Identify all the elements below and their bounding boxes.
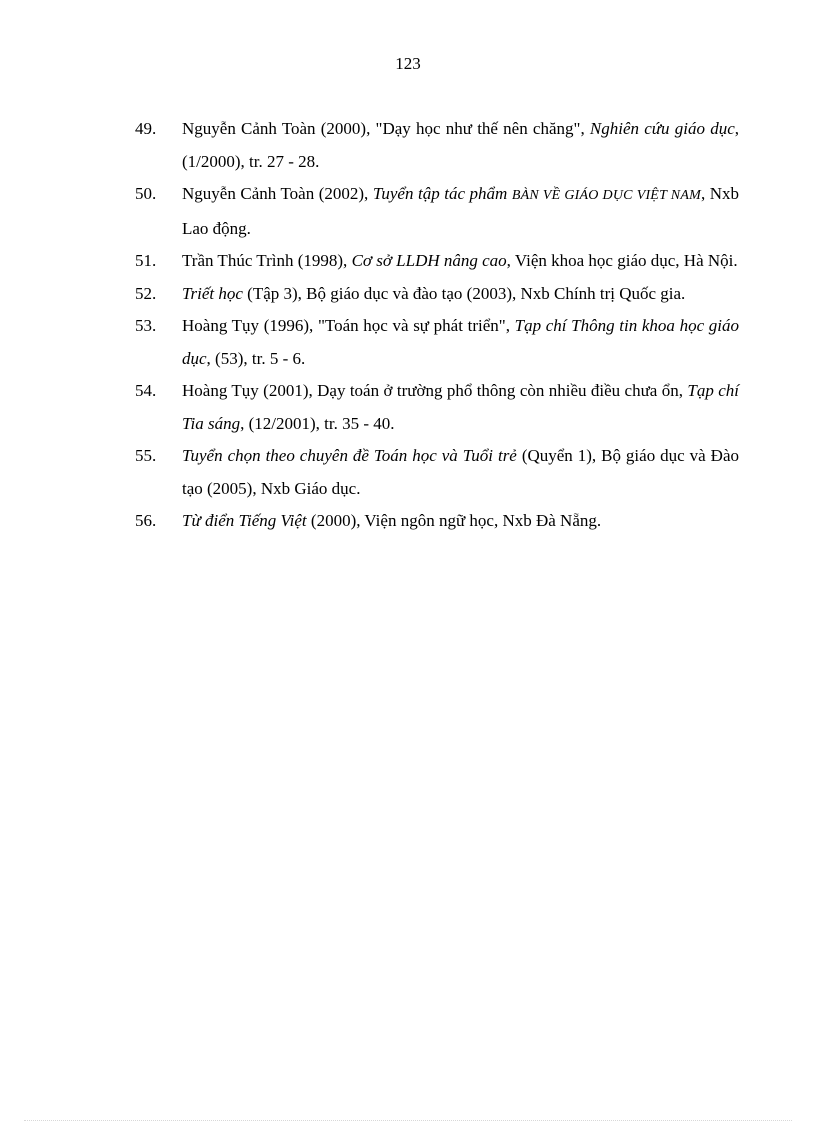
reference-number: 56. [135,511,157,530]
reference-item [135,178,739,245]
reference-journal: Tạp chí Tia sáng [182,381,739,433]
reference-number: 52. [135,283,157,303]
reference-publisher: , Viện khoa học giáo dục, Hà Nội. [506,251,738,270]
reference-title: Tuyển chọn theo chuyên đề Toán học và Tuổi trẻ [182,446,517,465]
reference-author: Hoàng Tụy (2001), Dạy toán ở trường phổ thông còn nhiều điều chưa ổn, [182,381,688,400]
reference-details: (2000), Viện ngôn ngữ học, Nxb Đà Nẵng. [306,511,602,530]
reference-title: Cơ sở LLDH nâng cao [351,251,507,270]
reference-number: 50. [135,184,157,203]
reference-details: (Tập 3), Bộ giáo dục và đào tạo (2003), Nxb Chính trị Quốc gia. [242,283,686,303]
reference-item [135,375,739,440]
reference-details: , (53), tr. 5 - 6. [206,348,306,368]
reference-item [135,245,739,278]
reference-number: 54. [135,381,157,400]
page-number: 123 [395,54,421,73]
reference-number: 51. [135,251,157,270]
page-bottom-divider [24,1120,792,1121]
reference-item [135,310,739,375]
reference-journal: Tạp chí Thông tin khoa học giáo dục [182,316,739,368]
reference-number: 49. [135,119,157,138]
reference-author: Hoàng Tụy (1996), "Toán học và sự phát triển", [182,316,515,335]
reference-title: Tuyển tập tác phẩm [372,184,512,203]
reference-details: , (12/2001), tr. 35 - 40. [240,413,395,433]
reference-item [135,505,739,538]
reference-item [135,278,739,311]
reference-title: Triết học [182,283,243,303]
reference-title: Từ điển Tiếng Việt [182,511,307,530]
reference-number: 53. [135,316,157,335]
reference-author: Nguyễn Cảnh Toàn (2002), [182,184,373,203]
reference-publisher: , Nxb Lao động. [182,184,739,238]
reference-title-caps: BÀN VỀ GIÁO DỤC VIỆT NAM [511,188,701,203]
reference-item [135,113,739,178]
reference-author: Nguyễn Cảnh Toàn (2000), "Dạy học như thế nên chăng", [182,119,590,138]
reference-journal: Nghiên cứu giáo dục [589,119,735,138]
reference-number: 55. [135,446,157,465]
reference-author: Trần Thúc Trình (1998), [182,251,352,270]
reference-item [135,440,739,505]
reference-details: (Quyển 1), Bộ giáo dục và Đào tạo (2005), Nxb Giáo dục. [182,446,739,498]
reference-list [135,113,739,538]
reference-details: , (1/2000), tr. 27 - 28. [182,119,739,171]
